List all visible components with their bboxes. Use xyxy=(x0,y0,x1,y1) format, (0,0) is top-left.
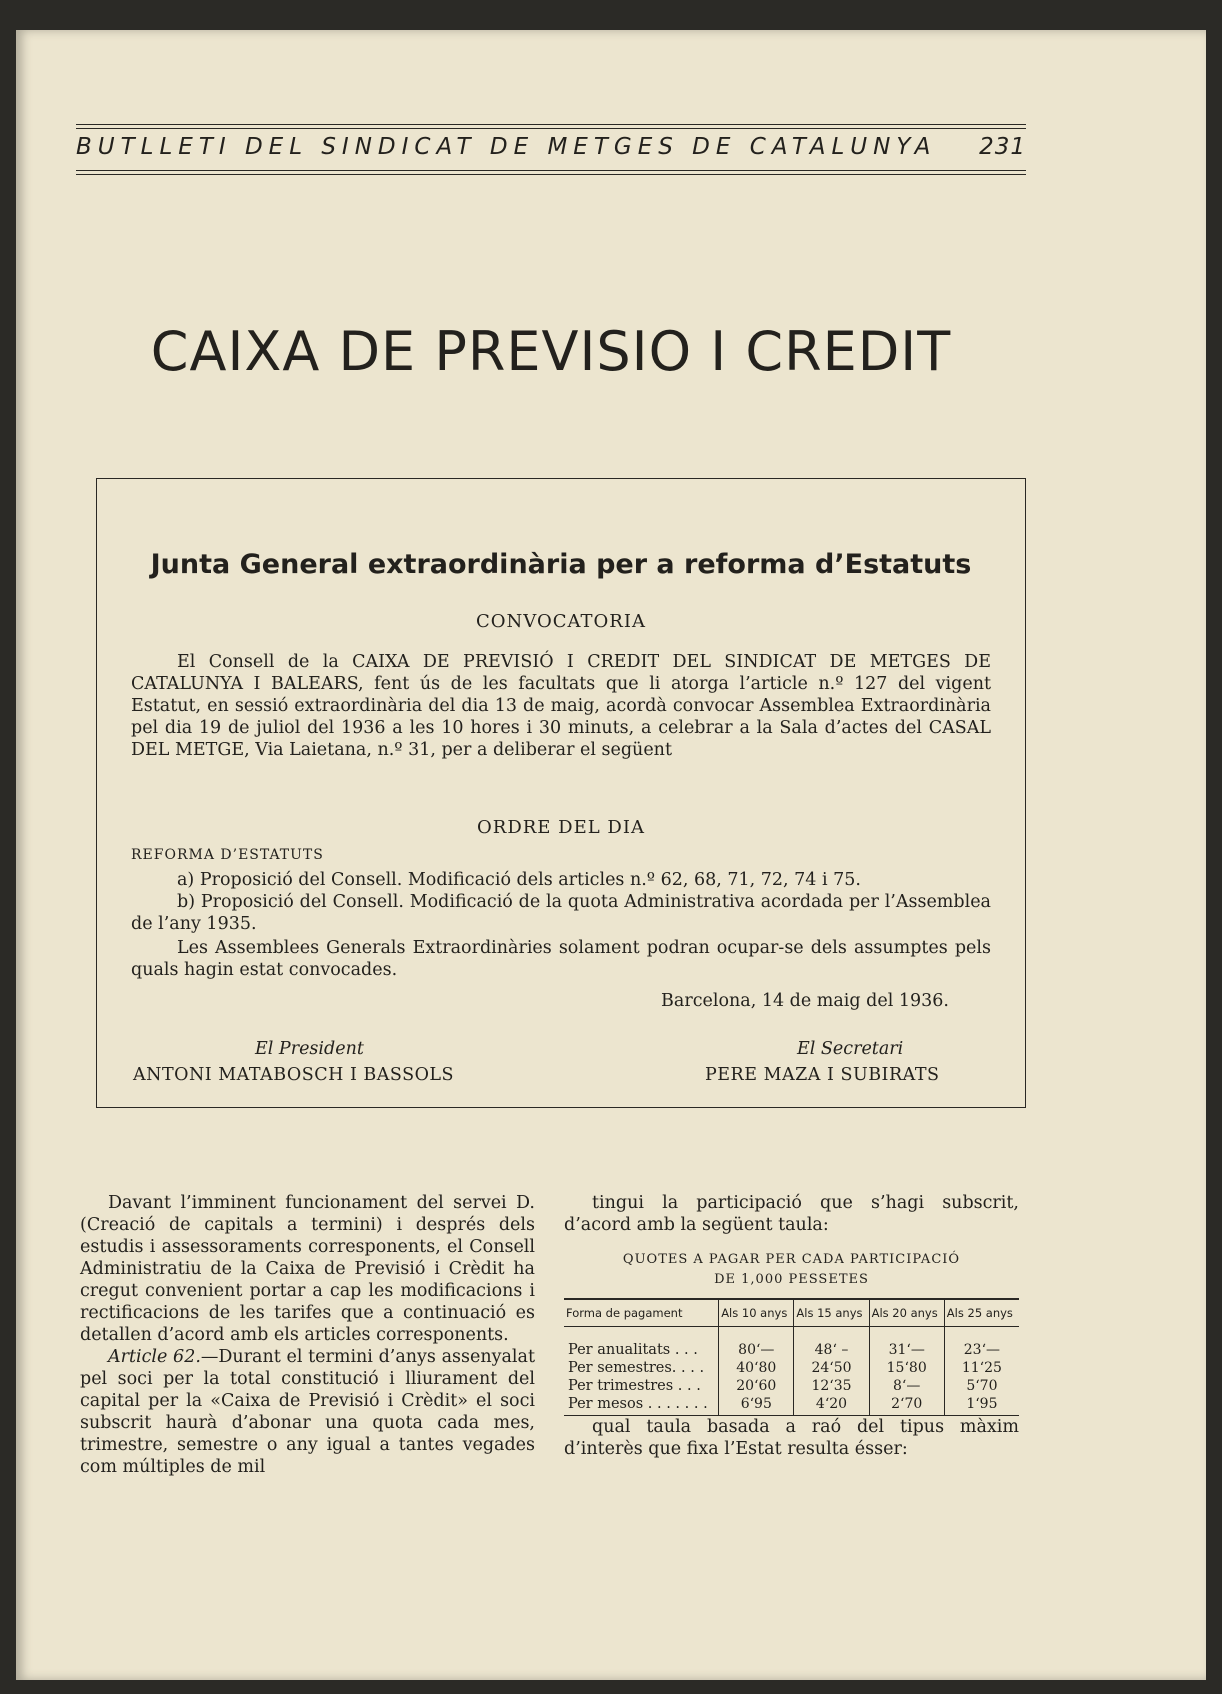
table-caption-line-1: QUOTES A PAGAR PER CADA PARTICIPACIÓ xyxy=(622,1252,961,1267)
president-role: El President xyxy=(255,1039,364,1059)
convocatoria-label: CONVOCATORIA xyxy=(476,611,646,632)
table-cell: Per trimestres . . . xyxy=(568,1378,701,1394)
table-header: Als 15 anys xyxy=(794,1299,869,1327)
rates-table xyxy=(564,1298,1019,1416)
right-column xyxy=(564,1192,1019,1460)
table-cell: Per mesos . . . . . . . xyxy=(564,1395,719,1416)
table-cell: 20‘60 xyxy=(719,1377,794,1395)
header-rule-bottom-2 xyxy=(76,174,1026,175)
notice-box xyxy=(96,478,1026,1108)
left-paragraph-1: Davant l’imminent funcionament del servei D. (Creació de capitals a termini) i després dels estudis i assessoraments corresponents, el Consell Administratiu de la Caixa de Previsió i Crèdit ha cregut convenient portar a cap les modificacions i rectificacions de les tarifes que a continuació es detallen d’acord amb els articles corresponents. xyxy=(80,1193,535,1345)
secretary-role: El Secretari xyxy=(797,1039,904,1059)
page-number: 231 xyxy=(979,134,1026,160)
table-cell: 5‘70 xyxy=(944,1377,1019,1395)
president-name: ANTONI MATABOSCH I BASSOLS xyxy=(133,1065,455,1085)
table-cell: 11‘25 xyxy=(944,1359,1019,1377)
table-cell: 24‘50 xyxy=(794,1359,869,1377)
right-paragraph-2: qual taula basada a raó del tipus màxim d’interès que fixa l’Estat resulta ésser: xyxy=(564,1417,1019,1459)
secretary-name: PERE MAZA I SUBIRATS xyxy=(705,1065,940,1085)
article-label: Article 62. xyxy=(108,1347,201,1367)
table-cell: 40‘80 xyxy=(719,1359,794,1377)
table-cell: 1‘95 xyxy=(944,1395,1019,1416)
table-cell: Per semestres. . . . xyxy=(568,1360,705,1376)
table-cell: Per anualitats . . . xyxy=(568,1342,698,1358)
ordre-del-dia-label: ORDRE DEL DIA xyxy=(477,817,645,838)
header-rule-top-2 xyxy=(76,128,1026,129)
table-cell: 23‘— xyxy=(944,1327,1019,1360)
table-caption-line-2: DE 1,000 PESSETES xyxy=(714,1272,869,1287)
page xyxy=(16,30,1206,1680)
notice-heading: Junta General extraordinària per a reforma d’Estatuts xyxy=(150,549,972,580)
table-cell: 6‘95 xyxy=(719,1395,794,1416)
table-cell: 80‘— xyxy=(719,1327,794,1360)
left-column xyxy=(80,1192,535,1478)
article-text: —Durant el termini d’anys assenyalat pel soci per la total constitució i lliurament del capital per la «Caixa de Previsió i Crèdit» el soci subscrit haurà d’abonar una quota cada mes, trimestre, semestre o any igual a tantes vegades com múltiples de mil xyxy=(80,1347,535,1477)
notice-body: El Consell de la CAIXA DE PREVISIÓ I CREDIT DEL SINDICAT DE METGES DE CATALUNYA I BALEARS, fent ús de les facultats que li atorga l’article n.º 127 del vigent Estatut, en sessió extraordinària del dia 13 de maig, acordà convocar Assemblea Extraordinària pel dia 19 de juliol del 1936 a les 10 hores i 30 minuts, a celebrar a la Sala d’actes del CASAL DEL METGE, Via Laietana, n.º 31, per a deliberar el següent xyxy=(131,652,991,760)
header-rule-bottom xyxy=(76,170,1026,171)
table-row xyxy=(564,1327,1019,1360)
date-line: Barcelona, 14 de maig del 1936. xyxy=(661,991,949,1011)
table-header: Als 25 anys xyxy=(944,1299,1019,1327)
table-header: Forma de pagament xyxy=(564,1299,719,1327)
table-cell: 4‘20 xyxy=(794,1395,869,1416)
table-row xyxy=(564,1359,1019,1377)
table-cell: 31‘— xyxy=(869,1327,944,1360)
table-cell: 12‘35 xyxy=(794,1377,869,1395)
table-row xyxy=(564,1377,1019,1395)
table-cell: 2‘70 xyxy=(869,1395,944,1416)
closing-paragraph: Les Assemblees Generals Extraordinàries solament podran ocupar-se dels assumptes pels quals hagin estat convocades. xyxy=(131,938,991,980)
right-paragraph-1: tingui la participació que s’hagi subscrit, d’acord amb la següent taula: xyxy=(564,1193,1019,1235)
agenda-item-b: b) Proposició del Consell. Modificació de la quota Administrativa acordada per l’Assemblea de l’any 1935. xyxy=(131,892,991,934)
left-paragraph-2 xyxy=(80,1346,535,1478)
table-row xyxy=(564,1395,1019,1416)
main-title: CAIXA DE PREVISIO I CREDIT xyxy=(150,320,952,383)
table-caption xyxy=(564,1250,1019,1290)
reforma-label: REFORMA D’ESTATUTS xyxy=(131,847,324,863)
table-cell: 15‘80 xyxy=(869,1359,944,1377)
running-title: BUTLLETI DEL SINDICAT DE METGES DE CATALUNYA xyxy=(76,134,937,160)
agenda-item-a: a) Proposició del Consell. Modificació dels articles n.º 62, 68, 71, 72, 74 i 75. xyxy=(177,870,861,890)
table-cell: 8‘— xyxy=(869,1377,944,1395)
header-rule-top xyxy=(76,124,1026,125)
table-cell: 48‘ – xyxy=(794,1327,869,1360)
table-header: Als 20 anys xyxy=(869,1299,944,1327)
running-header xyxy=(76,134,1026,164)
table-header: Als 10 anys xyxy=(719,1299,794,1327)
